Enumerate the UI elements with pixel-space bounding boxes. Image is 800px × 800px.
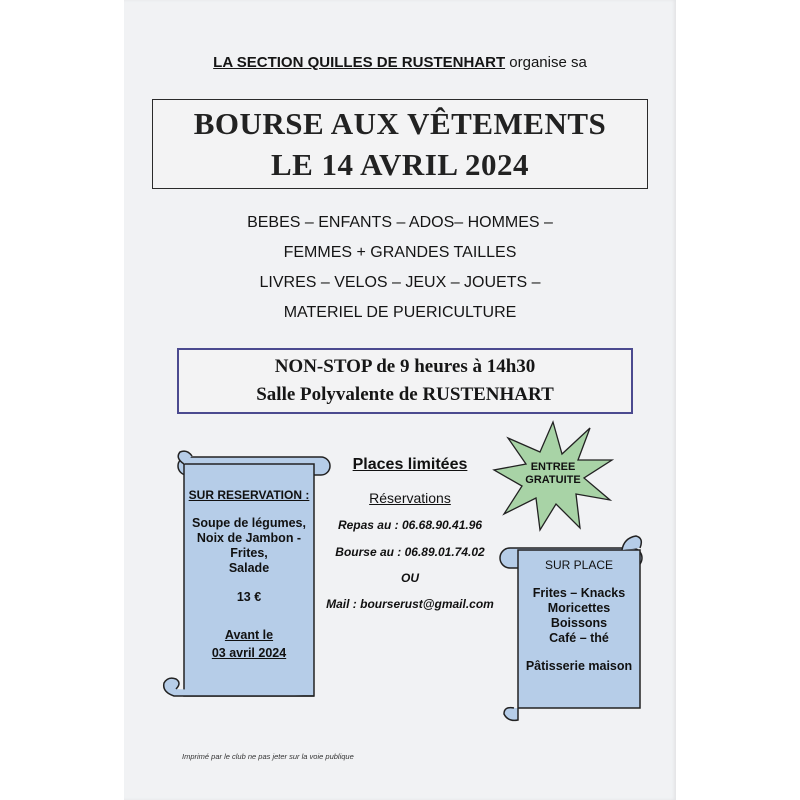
free-entry-badge xyxy=(492,420,614,532)
reservations-label: Réservations xyxy=(369,490,451,506)
bourse-phone: Bourse au : 06.89.01.74.02 xyxy=(335,545,485,559)
contact-email: Mail : bourserust@gmail.com xyxy=(326,597,494,611)
organizer-suffix: organise sa xyxy=(509,54,587,71)
onsite-scroll xyxy=(498,530,644,726)
event-date: LE 14 AVRIL 2024 xyxy=(270,147,530,182)
hours-box xyxy=(177,348,633,414)
organizer-name: LA SECTION QUILLES DE RUSTENHART xyxy=(213,54,506,71)
header-line xyxy=(124,54,676,71)
free-entry-line1: ENTREE xyxy=(530,461,576,473)
menu-item: Frites, xyxy=(230,546,268,560)
opening-hours: NON-STOP de 9 heures à 14h30 xyxy=(274,356,536,377)
onsite-pastry: Pâtisserie maison xyxy=(525,659,633,673)
deadline-label: Avant le xyxy=(224,628,274,642)
onsite-item: Frites – Knacks xyxy=(532,586,626,600)
footer-note: Imprimé par le club ne pas jeter sur la voie publique xyxy=(182,752,354,761)
onsite-item: Café – thé xyxy=(549,631,609,645)
repas-phone: Repas au : 06.68.90.41.96 xyxy=(337,518,483,532)
onsite-heading: SUR PLACE xyxy=(544,558,614,572)
category-line-2: FEMMES + GRANDES TAILLES xyxy=(283,244,517,261)
reservation-heading: SUR RESERVATION : xyxy=(188,488,310,502)
title-box xyxy=(152,99,648,189)
category-line-3: LIVRES – VELOS – JEUX – JOUETS – xyxy=(259,274,541,291)
deadline-date: 03 avril 2024 xyxy=(211,646,287,660)
category-line-1: BEBES – ENFANTS – ADOS– HOMMES – xyxy=(247,214,553,231)
places-limitees: Places limitées xyxy=(352,456,468,473)
menu-item: Noix de Jambon - xyxy=(196,531,302,545)
poster xyxy=(124,0,676,800)
free-entry-line2: GRATUITE xyxy=(525,474,581,486)
event-title: BOURSE AUX VÊTEMENTS xyxy=(193,106,607,141)
menu-item: Soupe de légumes, xyxy=(192,516,306,530)
category-line-4: MATERIEL DE PUERICULTURE xyxy=(283,304,517,321)
menu-item: Salade xyxy=(228,561,270,575)
onsite-item: Moricettes xyxy=(547,601,611,615)
venue: Salle Polyvalente de RUSTENHART xyxy=(256,384,554,405)
menu-price: 13 € xyxy=(236,590,262,604)
onsite-item: Boissons xyxy=(550,616,608,630)
ou-label: OU xyxy=(401,571,419,585)
